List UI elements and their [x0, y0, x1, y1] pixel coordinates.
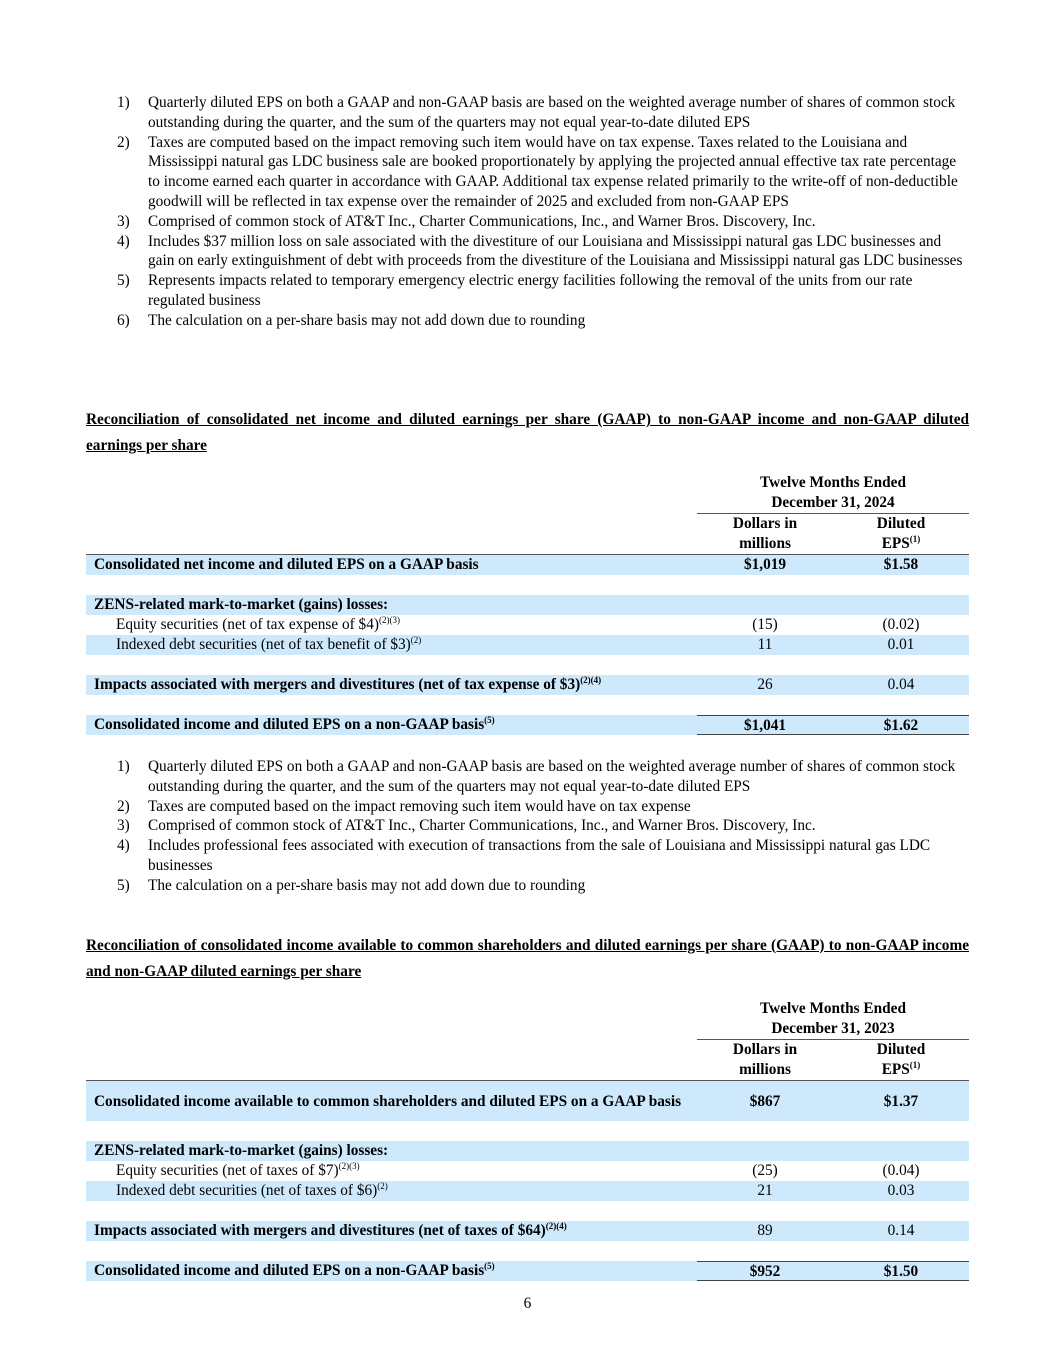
footnote-text: Quarterly diluted EPS on both a GAAP and non-GAAP basis are based on the weighted average number of shares of common stock outstanding during the quarter, and the sum of the quarters may not equal year-to-date diluted EPS: [148, 94, 956, 131]
footnote-text: Taxes are computed based on the impact removing such item would have on tax expense. Taxes related to the Louisiana and Mississippi natural gas LDC business sale are booked proportionately by applying the projected annual effective tax rate percentage to income earned each quarter in accordance with GAAP. Additional tax expense related primarily to the write-off of non-deductible goodwill will be reflected in tax expense over the remainder of 2025 and excluded from non-GAAP EPS: [148, 133, 958, 210]
footnote-ref: (2)(4): [545, 1220, 567, 1231]
eps-value: 0.03: [887, 1182, 915, 1199]
table-header: [86, 473, 969, 514]
dollars-value: 21: [757, 1182, 773, 1199]
footnote-number: 4): [117, 232, 130, 250]
footnote-ref: (2): [377, 1180, 388, 1191]
footnote-ref: (2): [410, 634, 422, 645]
mergers-divestitures-row: [86, 1221, 969, 1241]
footnote-ref: (2)(3): [378, 614, 400, 625]
footnote-number: 5): [117, 876, 130, 894]
dollars-value: 89: [757, 1222, 773, 1239]
footnote-number: 1): [117, 94, 130, 111]
footnote-item: [117, 133, 967, 212]
indexed-debt-row: [86, 1181, 969, 1201]
reconciliation-table-2023: [86, 999, 969, 1281]
footnote-ref: (5): [484, 1260, 495, 1271]
footnote-number: 1): [117, 758, 130, 775]
row-label: Equity securities (net of taxes of $7)$^{(2)(3)}$: [116, 1160, 360, 1179]
spacer-row: [86, 695, 969, 715]
footnotes-2: [117, 757, 967, 896]
footnote-text: Represents impacts related to temporary emergency electric energy facilities following the removal of the units from our rate regulated business: [148, 272, 913, 309]
footnote-number: 2): [117, 133, 130, 151]
dollars-value: (25): [752, 1162, 778, 1179]
footnote-text: Comprised of common stock of AT&T Inc., Charter Communications, Inc., and Warner Bros. Discovery, Inc.: [148, 212, 816, 230]
dollars-value: (15): [752, 616, 778, 633]
row-label: Indexed debt securities (net of taxes of $6)$^{(2)}$: [116, 1180, 388, 1199]
row-label: Consolidated net income and diluted EPS on a GAAP basis: [94, 556, 479, 573]
section-title-2024: Reconciliation of consolidated net income and diluted earnings per share (GAAP) to non-GAAP income and non-GAAP diluted earnings per share: [86, 411, 969, 454]
footnote-item: [117, 311, 967, 331]
footnotes-1: [117, 93, 967, 331]
zens-header-row: [86, 595, 969, 615]
row-label: Consolidated income and diluted EPS on a non-GAAP basis$^{(5)}$: [94, 714, 495, 733]
row-label: Consolidated income and diluted EPS on a non-GAAP basis$^{(5)}$: [94, 1260, 495, 1279]
footnote-ref: (5): [484, 714, 495, 725]
indexed-debt-row: [86, 635, 969, 655]
footnote-text: Includes professional fees associated with execution of transactions from the sale of Louisiana and Mississippi natural gas LDC businesses: [148, 837, 931, 874]
footnote-item: [117, 876, 967, 896]
section-title-2023: Reconciliation of consolidated income available to common shareholders and diluted earnings per share (GAAP) to non-GAAP income and non-GAAP diluted earnings per share: [86, 937, 969, 980]
row-label: Equity securities (net of tax expense of $4)$^{(2)(3)}$: [116, 614, 400, 633]
table-header: [86, 999, 969, 1040]
dollars-value: $867: [749, 1092, 781, 1110]
footnote-item: [117, 212, 967, 232]
row-label: Impacts associated with mergers and divestitures (net of tax expense of $3)$^{(2)(4)}$: [94, 674, 602, 693]
column-headers: [86, 1040, 969, 1080]
row-label: Consolidated income available to common shareholders and diluted EPS on a GAAP basis: [94, 1092, 682, 1110]
dollars-value: $1,019: [743, 556, 787, 573]
eps-value: $1.37: [883, 1092, 919, 1110]
gaap-row: [86, 1080, 969, 1121]
footnote-text: Comprised of common stock of AT&T Inc., Charter Communications, Inc., and Warner Bros. Discovery, Inc.: [148, 817, 816, 835]
footnote-text: The calculation on a per-share basis may not add down due to rounding: [148, 311, 586, 329]
equity-securities-row: [86, 615, 969, 635]
eps-value: $1.50: [833, 1261, 969, 1281]
eps-value: $1.58: [883, 556, 919, 573]
footnote-number: 6): [117, 311, 130, 329]
footnote-text: Taxes are computed based on the impact removing such item would have on tax expense: [148, 797, 691, 815]
footnote-number: 3): [117, 212, 130, 230]
footnote-item: [117, 836, 967, 876]
dollars-value: 11: [757, 636, 773, 653]
eps-value: 0.04: [887, 676, 915, 693]
eps-value: 0.01: [887, 636, 915, 653]
row-label: Indexed debt securities (net of tax benefit of $3)$^{(2)}$: [116, 634, 422, 653]
footnote-number: 5): [117, 272, 130, 290]
footnote-item: [117, 271, 967, 311]
footnote-ref: (2)(3): [338, 1160, 360, 1171]
dollars-value: $1,041: [697, 715, 833, 735]
eps-value: $1.62: [833, 715, 969, 735]
spacer-row: [86, 575, 969, 595]
footnote-item: [117, 93, 967, 133]
non-gaap-row: [86, 715, 969, 735]
dollars-value: $952: [697, 1261, 833, 1281]
column-headers: [86, 514, 969, 554]
row-label: ZENS-related mark-to-market (gains) losses:: [94, 1142, 389, 1159]
page-number: 6: [523, 1295, 532, 1312]
period-header: Twelve Months Ended December 31, 2024: [697, 473, 969, 514]
footnote-item: [117, 757, 967, 797]
equity-securities-row: [86, 1161, 969, 1181]
period-header: Twelve Months Ended December 31, 2023: [697, 999, 969, 1040]
mergers-divestitures-row: [86, 675, 969, 695]
column-header-dollars: Dollars in millions: [732, 515, 798, 552]
non-gaap-row: [86, 1261, 969, 1281]
reconciliation-table-2024: [86, 473, 969, 735]
column-header-eps: Diluted EPS$^{(1)}$: [876, 1041, 926, 1078]
footnote-item: [117, 797, 967, 817]
footnote-text: Includes $37 million loss on sale associated with the divestiture of our Louisiana and Mississippi natural gas LDC businesses and gain on early extinguishment of debt with proceeds from the divestiture of the Louisiana and Mississippi natural gas LDC businesses: [148, 232, 963, 270]
footnote-ref: (2)(4): [580, 674, 602, 685]
eps-value: (0.04): [882, 1162, 920, 1179]
column-header-dollars: Dollars in millions: [732, 1041, 798, 1078]
spacer-row: [86, 1201, 969, 1221]
spacer-row: [86, 1241, 969, 1261]
spacer-row: [86, 1121, 969, 1141]
footnote-number: 4): [117, 837, 130, 855]
footnote-number: 2): [117, 797, 130, 815]
eps-value: (0.02): [882, 616, 920, 633]
footnote-item: [117, 816, 967, 836]
eps-value: 0.14: [887, 1222, 915, 1239]
footnote-number: 3): [117, 817, 130, 835]
spacer-row: [86, 655, 969, 675]
gaap-row: [86, 554, 969, 575]
footnote-item: [117, 232, 967, 272]
zens-header-row: [86, 1141, 969, 1161]
footnote-text: The calculation on a per-share basis may not add down due to rounding: [148, 876, 586, 894]
dollars-value: 26: [757, 676, 773, 693]
row-label: Impacts associated with mergers and divestitures (net of taxes of $64)$^{(2)(4)}$: [94, 1220, 567, 1239]
column-header-eps: Diluted EPS$^{(1)}$: [876, 515, 926, 552]
footnote-text: Quarterly diluted EPS on both a GAAP and non-GAAP basis are based on the weighted average number of shares of common stock outstanding during the quarter, and the sum of the quarters may not equal year-to-date diluted EPS: [148, 758, 956, 795]
row-label: ZENS-related mark-to-market (gains) losses:: [94, 596, 389, 613]
